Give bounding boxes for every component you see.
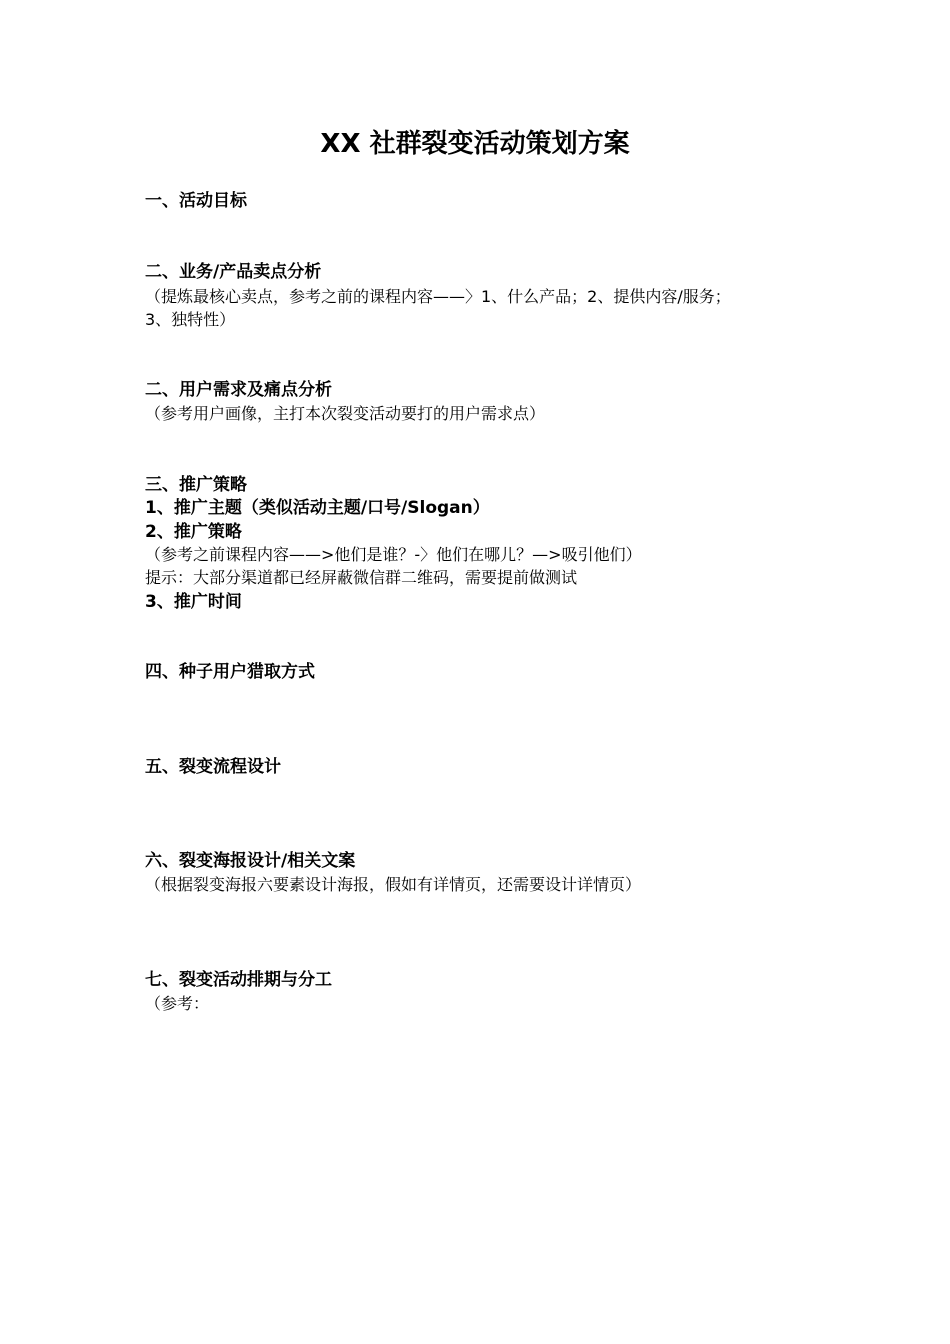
- document-title: XX 社群裂变活动策划方案: [320, 129, 630, 159]
- promotion-sub-theme: 1、推广主题（类似活动主题/口号/Slogan）: [145, 498, 490, 518]
- section-heading-poster-design: 六、裂变海报设计/相关文案: [145, 851, 356, 871]
- section-heading-selling-points: 二、业务/产品卖点分析: [145, 262, 322, 282]
- section-heading-user-needs: 二、用户需求及痛点分析: [145, 380, 332, 400]
- user-needs-note: （参考用户画像，主打本次裂变活动要打的用户需求点）: [145, 404, 546, 423]
- selling-points-note-line2: 3、独特性）: [145, 310, 236, 329]
- promotion-tip: 提示：大部分渠道都已经屏蔽微信群二维码，需要提前做测试: [145, 568, 578, 587]
- section-heading-schedule: 七、裂变活动排期与分工: [145, 970, 332, 990]
- section-heading-fission-flow: 五、裂变流程设计: [145, 757, 281, 777]
- section-heading-goal: 一、活动目标: [145, 191, 247, 211]
- poster-design-note: （根据裂变海报六要素设计海报，假如有详情页，还需要设计详情页）: [145, 875, 642, 894]
- section-heading-seed-users: 四、种子用户猎取方式: [145, 662, 315, 682]
- schedule-note: （参考：: [145, 994, 210, 1013]
- promotion-sub-time: 3、推广时间: [145, 592, 242, 612]
- selling-points-note-line1: （提炼最核心卖点，参考之前的课程内容——〉1、什么产品；2、提供内容/服务；: [145, 287, 731, 306]
- promotion-strategy-note: （参考之前课程内容——>他们是谁？-〉他们在哪儿？—>吸引他们）: [145, 545, 642, 564]
- section-heading-promotion: 三、推广策略: [145, 475, 247, 495]
- promotion-sub-strategy: 2、推广策略: [145, 522, 242, 542]
